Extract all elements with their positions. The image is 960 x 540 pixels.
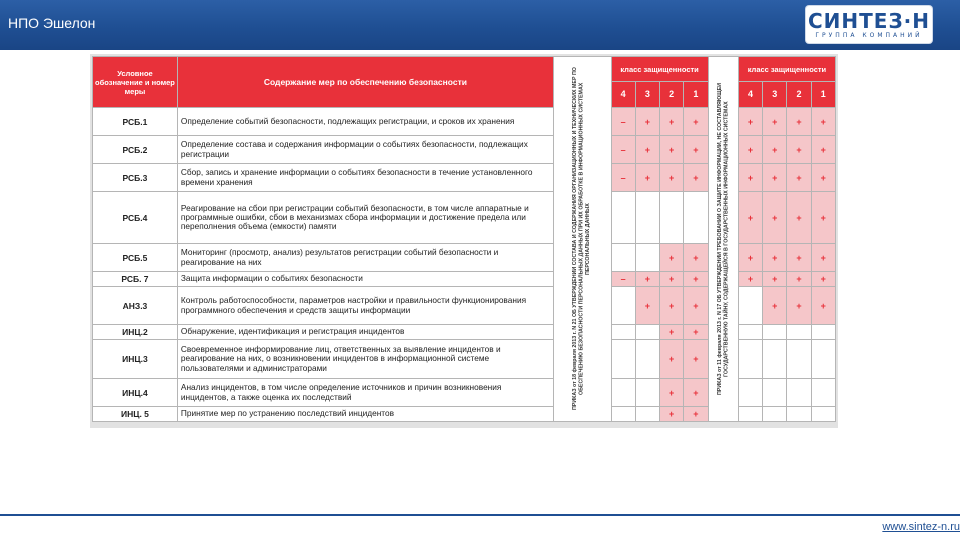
measure-description: Своевременное информирование лиц, ответственных за выявление инцидентов и реагирование на них, о возникновении инцидентов в информационной системе пользователями и администраторами — [177, 340, 553, 379]
logo-text: СИНТЕЗ·Н — [807, 9, 930, 33]
requirement-mark: + — [811, 287, 835, 325]
measure-description: Определение состава и содержания информации о событиях безопасности, подлежащих регистрации — [177, 136, 553, 164]
measure-code: АНЗ.3 — [93, 287, 178, 325]
requirement-mark: + — [635, 287, 659, 325]
requirement-mark — [811, 325, 835, 340]
requirement-mark: + — [787, 272, 811, 287]
requirement-mark: + — [684, 272, 708, 287]
order-17-vertical-label — [708, 57, 738, 422]
requirement-mark: + — [684, 379, 708, 407]
logo-subtitle: ГРУППА КОМПАНИЙ — [815, 32, 923, 39]
measure-code: РСБ.3 — [93, 164, 178, 192]
requirement-mark — [811, 340, 835, 379]
order-17-text: ПРИКАЗ от 11 февраля 2013 г. N 17 ОБ УТВЕРЖДЕНИИ ТРЕБОВАНИЙ О ЗАЩИТЕ ИНФОРМАЦИИ, НЕ СОСТАВЛЯЮЩЕЙ ГОСУДАРСТВЕННУЮ ТАЙНУ, СОДЕРЖАЩЕЙСЯ В ГОСУДАРСТВЕННЫХ ИНФОРМАЦИОННЫХ СИСТЕМАХ — [716, 83, 730, 395]
requirement-mark: – — [611, 164, 635, 192]
class-2-header: 2 — [787, 82, 811, 108]
requirement-mark: – — [611, 136, 635, 164]
measure-description: Реагирование на сбои при регистрации событий безопасности, в том числе аппаратные и программные ошибки, сбои в механизмах сбора информации и достижение предела или переполнения объема (емкости) памяти — [177, 192, 553, 244]
requirement-mark — [811, 407, 835, 422]
requirement-mark — [787, 379, 811, 407]
requirement-mark: + — [738, 192, 762, 244]
requirement-mark: + — [660, 272, 684, 287]
company-logo[interactable] — [806, 6, 932, 43]
requirement-mark: + — [787, 136, 811, 164]
requirement-mark: + — [660, 108, 684, 136]
header-bar — [0, 0, 960, 50]
requirement-mark: + — [684, 108, 708, 136]
requirement-mark: + — [660, 164, 684, 192]
requirement-mark: + — [684, 164, 708, 192]
requirement-mark: – — [611, 108, 635, 136]
measure-code: РСБ.5 — [93, 244, 178, 272]
class-4-header: 4 — [611, 82, 635, 108]
requirement-mark — [787, 325, 811, 340]
requirement-mark — [763, 379, 787, 407]
requirement-mark: + — [684, 136, 708, 164]
measure-description: Защита информации о событиях безопасности — [177, 272, 553, 287]
requirement-mark — [611, 244, 635, 272]
requirement-mark — [611, 407, 635, 422]
requirement-mark: + — [738, 108, 762, 136]
requirement-mark — [635, 244, 659, 272]
requirement-mark — [738, 287, 762, 325]
header-code: Условное обозначение и номер меры — [93, 57, 178, 108]
requirement-mark: + — [635, 136, 659, 164]
measure-code: ИНЦ.4 — [93, 379, 178, 407]
requirement-mark — [635, 407, 659, 422]
requirement-mark — [635, 325, 659, 340]
requirement-mark — [611, 287, 635, 325]
requirement-mark: + — [763, 244, 787, 272]
measure-description: Обнаружение, идентификация и регистрация инцидентов — [177, 325, 553, 340]
requirement-mark — [763, 325, 787, 340]
requirement-mark — [611, 379, 635, 407]
requirement-mark: + — [811, 192, 835, 244]
requirement-mark: + — [811, 272, 835, 287]
requirement-mark: + — [660, 407, 684, 422]
measure-description: Сбор, запись и хранение информации о событиях безопасности в течение установленного времени хранения — [177, 164, 553, 192]
requirement-mark: + — [811, 136, 835, 164]
requirement-mark: + — [787, 108, 811, 136]
requirement-mark: + — [635, 164, 659, 192]
class-2-header: 2 — [660, 82, 684, 108]
requirement-mark: + — [787, 164, 811, 192]
measure-description: Определение событий безопасности, подлежащих регистрации, и сроков их хранения — [177, 108, 553, 136]
class-3-header: 3 — [763, 82, 787, 108]
requirement-mark: + — [763, 164, 787, 192]
requirement-mark: + — [660, 244, 684, 272]
requirement-mark: + — [787, 192, 811, 244]
order-21-text: ПРИКАЗ от 18 февраля 2013 г. N 21 ОБ УТВЕРЖДЕНИИ СОСТАВА И СОДЕРЖАНИЯ ОРГАНИЗАЦИОННЫХ И ТЕХНИЧЕСКИХ МЕР ПО ОБЕСПЕЧЕНИЮ БЕЗОПАСНОСТИ ПЕРСОНАЛЬНЫХ ДАННЫХ ПРИ ИХ ОБРАБОТКЕ В ИНФОРМАЦИОННЫХ СИСТЕМАХ ПЕРСОНАЛЬНЫХ ДАННЫХ — [572, 67, 592, 411]
class-1-header: 1 — [684, 82, 708, 108]
requirement-mark: + — [738, 244, 762, 272]
requirement-mark: + — [738, 136, 762, 164]
requirement-mark: + — [763, 108, 787, 136]
requirement-mark: + — [684, 340, 708, 379]
requirement-mark — [738, 325, 762, 340]
requirement-mark: + — [684, 287, 708, 325]
requirement-mark — [611, 192, 635, 244]
requirement-mark — [787, 340, 811, 379]
requirement-mark: + — [660, 287, 684, 325]
requirements-table-container — [90, 54, 838, 428]
requirement-mark: + — [660, 340, 684, 379]
requirement-mark: + — [635, 108, 659, 136]
class-4-header: 4 — [738, 82, 762, 108]
footer-divider — [0, 514, 960, 516]
requirement-mark: + — [660, 379, 684, 407]
website-link[interactable]: www.sintez-n.ru — [882, 521, 960, 533]
requirement-mark: + — [763, 287, 787, 325]
requirement-mark — [738, 340, 762, 379]
requirement-mark: + — [811, 244, 835, 272]
measure-code: РСБ.1 — [93, 108, 178, 136]
requirement-mark — [763, 407, 787, 422]
requirement-mark: + — [660, 136, 684, 164]
measure-code: РСБ.4 — [93, 192, 178, 244]
header-content: Содержание мер по обеспечению безопасности — [177, 57, 553, 108]
requirement-mark: + — [738, 272, 762, 287]
requirement-mark — [611, 340, 635, 379]
requirement-mark: + — [738, 164, 762, 192]
requirement-mark: + — [763, 192, 787, 244]
requirement-mark — [738, 407, 762, 422]
requirement-mark — [635, 379, 659, 407]
requirement-mark: + — [660, 325, 684, 340]
requirement-mark: + — [811, 108, 835, 136]
measure-code: РСБ.2 — [93, 136, 178, 164]
measure-description: Мониторинг (просмотр, анализ) результатов регистрации событий безопасности и реагирование на них — [177, 244, 553, 272]
measure-code: ИНЦ.3 — [93, 340, 178, 379]
header-title: НПО Эшелон — [8, 15, 96, 31]
requirement-mark: + — [635, 272, 659, 287]
order-21-vertical-label — [553, 57, 611, 422]
class-3-header: 3 — [635, 82, 659, 108]
requirement-mark: + — [684, 244, 708, 272]
header-class-group-2: класс защищенности — [738, 57, 835, 82]
requirements-table — [92, 56, 836, 422]
requirement-mark — [763, 340, 787, 379]
requirement-mark: – — [611, 272, 635, 287]
requirement-mark — [635, 192, 659, 244]
requirement-mark — [660, 192, 684, 244]
header-class-group-1: класс защищенности — [611, 57, 708, 82]
requirement-mark: + — [684, 325, 708, 340]
requirement-mark — [635, 340, 659, 379]
requirement-mark: + — [763, 272, 787, 287]
measure-description: Принятие мер по устранению последствий инцидентов — [177, 407, 553, 422]
measure-code: ИНЦ.2 — [93, 325, 178, 340]
requirement-mark — [684, 192, 708, 244]
requirement-mark — [787, 407, 811, 422]
requirement-mark: + — [684, 407, 708, 422]
requirement-mark — [811, 379, 835, 407]
class-1-header: 1 — [811, 82, 835, 108]
measure-description: Анализ инцидентов, в том числе определение источников и причин возникновения инцидентов, а также оценка их последствий — [177, 379, 553, 407]
requirement-mark: + — [787, 244, 811, 272]
requirement-mark — [738, 379, 762, 407]
measure-code: РСБ. 7 — [93, 272, 178, 287]
requirement-mark: + — [763, 136, 787, 164]
requirement-mark — [611, 325, 635, 340]
requirement-mark: + — [787, 287, 811, 325]
measure-code: ИНЦ. 5 — [93, 407, 178, 422]
measure-description: Контроль работоспособности, параметров настройки и правильности функционирования программного обеспечения и средств защиты информации — [177, 287, 553, 325]
requirement-mark: + — [811, 164, 835, 192]
